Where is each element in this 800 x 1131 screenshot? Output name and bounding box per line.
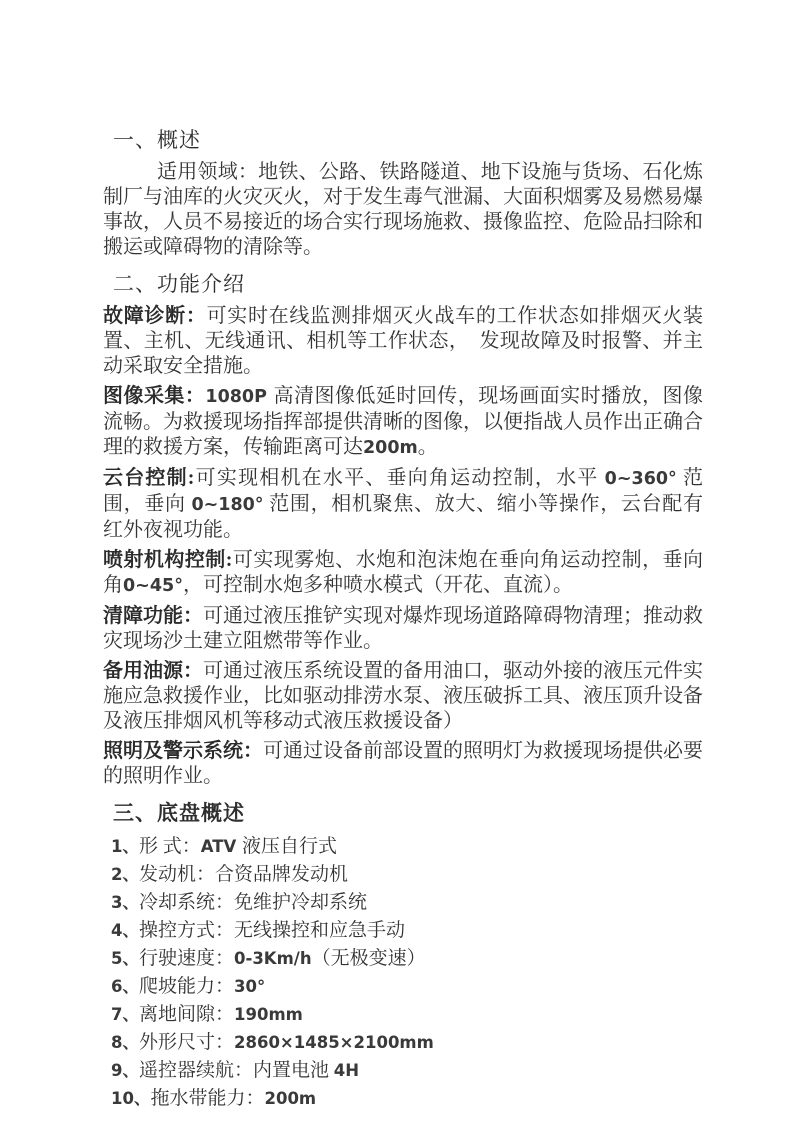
text-segment: 拖水带能力： [150, 1088, 265, 1109]
text-segment: 可通过设备前部设置的照明灯为救援现场提供必要的照明作业。 [103, 740, 703, 787]
chassis-spec-control-mode [103, 917, 703, 945]
text-segment: 7、 [111, 1005, 139, 1024]
text-segment: 发动机：合资品牌发动机 [138, 864, 348, 885]
text-segment: 9、 [111, 1061, 139, 1080]
feature-label: 图像采集： [103, 385, 206, 407]
text-segment: 液压自行式 [242, 836, 338, 857]
text-segment: 可实现相机在水平、垂向角运动控制，水平 [194, 467, 605, 489]
text-segment: 0~180° [191, 495, 264, 515]
feature-label: 备用油源： [103, 660, 203, 682]
text-segment: 冷却系统：免维护冷却系统 [138, 892, 367, 913]
text-segment: 2860×1485×2100mm [234, 1033, 434, 1052]
text-segment: 8、 [111, 1033, 139, 1052]
text-segment: 190mm [234, 1005, 303, 1024]
feature-label: 清障功能： [103, 605, 203, 627]
text-segment: 3、 [111, 893, 139, 912]
paragraph-fault-diagnosis [103, 304, 703, 379]
text-segment: 1、 [111, 837, 139, 856]
text-segment: 可通过液压系统设置的备用油口，驱动外接的液压元件实施应急救援作业，比如驱动排涝水泵、液压破拆工具、液压顶升设备及液压排烟风机等移动式液压救援设备） [103, 660, 703, 732]
feature-label: 云台控制: [103, 467, 195, 489]
paragraph-obstacle-clearing [103, 604, 703, 654]
text-segment: 范围，相机聚焦、放大、缩小等操作，云台配有红外夜视功能。 [103, 493, 703, 541]
paragraph-gimbal-control [103, 466, 703, 543]
feature-label: 故障诊断： [103, 305, 207, 327]
chassis-spec-climbing-ability [103, 973, 703, 1001]
text-segment: 4、 [111, 921, 139, 940]
paragraph-spray-mechanism-control [103, 548, 703, 599]
text-segment: 30° [234, 977, 266, 996]
feature-label: 喷射机构控制: [103, 549, 233, 571]
chassis-spec-remote-battery-life [103, 1057, 703, 1085]
text-segment: 6、 [111, 977, 139, 996]
document-content [103, 116, 703, 1113]
chassis-spec-cooling-system [103, 889, 703, 917]
text-segment: 10、 [111, 1089, 151, 1108]
paragraph-application-fields [103, 160, 703, 260]
chassis-spec-driving-speed [103, 945, 703, 973]
text-segment: （无极变速） [311, 948, 426, 969]
paragraph-backup-oil-source [103, 659, 703, 734]
text-segment: 外形尺寸： [138, 1032, 234, 1053]
section-heading-overview: 一、概述 [113, 128, 201, 152]
text-segment: 可实时在线监测排烟灭火战车的工作状态如排烟灭火装置、主机、无线通讯、相机等工作状态， 发现故障及时报警、并主动采取安全措施。 [103, 305, 704, 377]
chassis-spec-ground-clearance [103, 1001, 703, 1029]
paragraph-image-capture [103, 384, 703, 461]
text-segment: 行驶速度： [138, 948, 234, 969]
text-segment: 0~360° [604, 469, 677, 489]
text-segment: 4H [333, 1061, 360, 1080]
section-heading-chassis: 三、底盘概述 [113, 801, 245, 825]
text-segment: 1080P [205, 387, 274, 407]
text-segment: ATV [200, 837, 243, 856]
chassis-spec-dimensions [103, 1029, 703, 1057]
text-segment: 2、 [111, 865, 139, 884]
text-segment: 离地间隙： [138, 1004, 234, 1025]
text-segment: 范围，垂向 [103, 467, 703, 515]
text-segment: 遥控器续航：内置电池 [138, 1060, 334, 1081]
text-segment: 形 式： [138, 836, 201, 857]
text-segment: ，可控制水炮多种喷水模式（开花、直流）。 [182, 574, 573, 596]
text-segment: 爬坡能力： [138, 976, 234, 997]
text-segment: 可通过液压推铲实现对爆炸现场道路障碍物清理；推动救灾现场沙土建立阻燃带等作业。 [103, 605, 703, 652]
text-segment: 可实现雾炮、水炮和泡沫炮在垂向角运动控制，垂向角 [103, 549, 703, 596]
text-segment: 0~45° [123, 576, 183, 596]
feature-label: 照明及警示系统： [103, 740, 263, 762]
text-segment: 5、 [111, 949, 139, 968]
section-heading-functions: 二、功能介绍 [113, 272, 245, 296]
chassis-spec-form [103, 833, 703, 861]
chassis-spec-hose-towing-capacity [103, 1085, 703, 1113]
paragraph-lighting-warning-system [103, 739, 703, 789]
chassis-spec-engine [103, 861, 703, 889]
text-segment: 高清图像低延时回传，现场画面实时播放，图像流畅。为救援现场指挥部提供清晰的图像，以便指战人员作出正确合理的救援方案，传输距离可达 [103, 385, 704, 458]
text-segment: 200m [264, 1089, 317, 1108]
text-segment: 0-3Km/h [234, 949, 312, 968]
text-segment: 200m [363, 438, 418, 458]
text-segment: 适用领域：地铁、公路、铁路隧道、地下设施与货场、石化炼制厂与油库的火灾灭火，对于发生毒气泄漏、大面积烟雾及易燃易爆事故，人员不易接近的场合实行现场施救、摄像监控、危险品扫除和搬运或障碍物的清除等。 [103, 161, 703, 258]
text-segment: 。 [417, 436, 438, 458]
text-segment: 操控方式：无线操控和应急手动 [138, 920, 405, 941]
